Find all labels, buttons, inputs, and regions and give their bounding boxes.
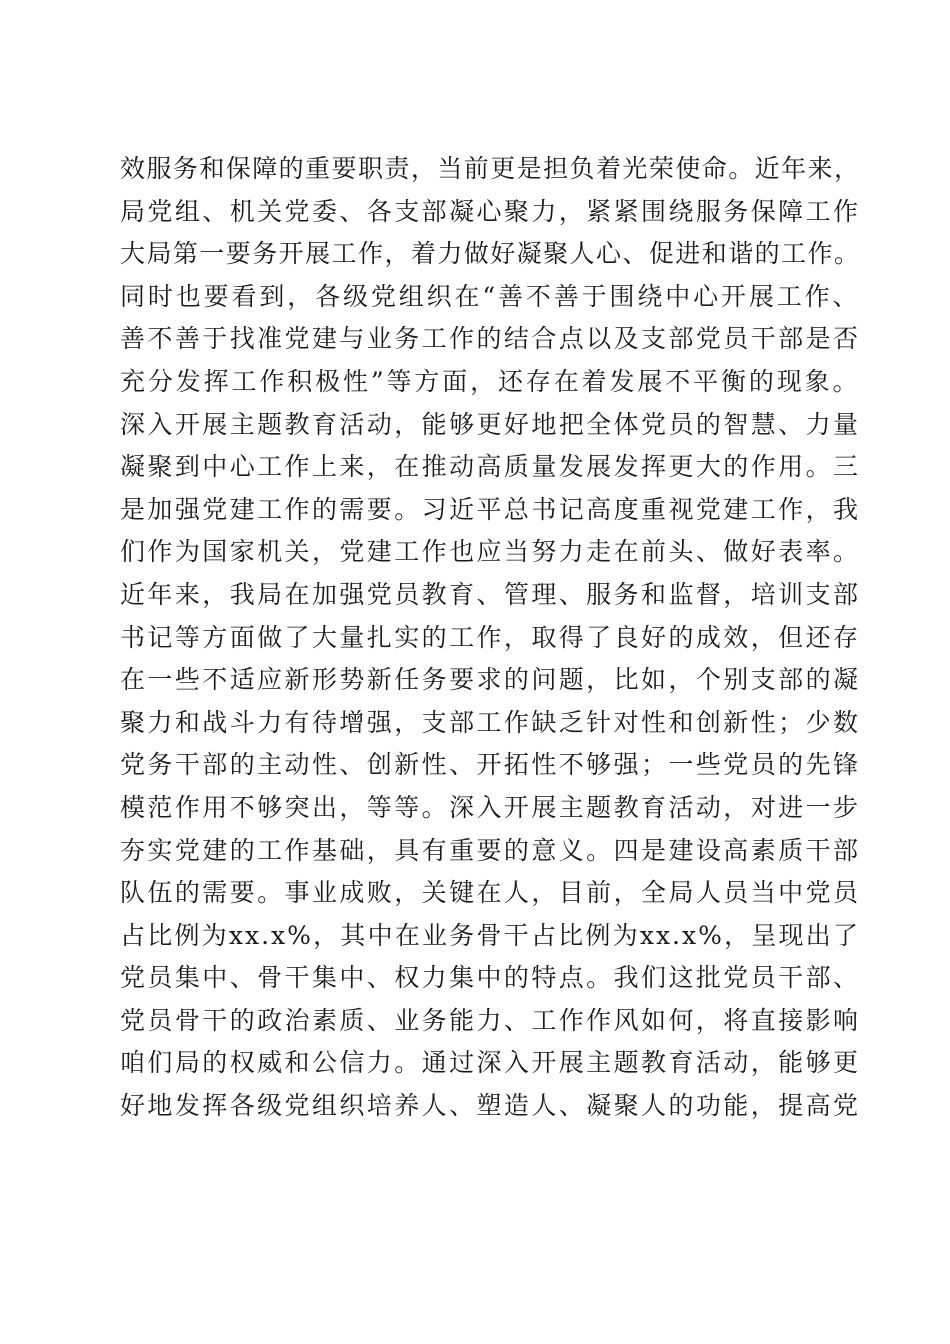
text-line: 在一些不适应新形势新任务要求的问题，比如，个别支部的凝 [120,665,860,695]
text-line: 书记等方面做了大量扎实的工作，取得了良好的成效，但还存 [120,622,860,652]
text-line: 是加强党建工作的需要。习近平总书记高度重视党建工作，我 [120,494,860,524]
text-line: 占比例为xx.x%，其中在业务骨干占比例为xx.x%，呈现出了 [120,920,860,950]
text-line: 深入开展主题教育活动，能够更好地把全体党员的智慧、力量 [120,409,860,439]
text-line: 充分发挥工作积极性”等方面，还存在着发展不平衡的现象。 [120,366,860,396]
text-line: 队伍的需要。事业成败，关键在人，目前，全局人员当中党员 [120,878,860,908]
text-line: 党员骨干的政治素质、业务能力、工作作风如何，将直接影响 [120,1005,860,1035]
text-line: 们作为国家机关，党建工作也应当努力走在前头、做好表率。 [120,537,860,567]
body-paragraph [120,148,860,1128]
text-line: 同时也要看到，各级党组织在“善不善于围绕中心开展工作、 [120,281,860,311]
text-line: 夯实党建的工作基础，具有重要的意义。四是建设高素质干部 [120,835,860,865]
text-line: 党务干部的主动性、创新性、开拓性不够强；一些党员的先锋 [120,750,860,780]
text-line: 善不善于找准党建与业务工作的结合点以及支部党员干部是否 [120,324,860,354]
text-line: 党员集中、骨干集中、权力集中的特点。我们这批党员干部、 [120,963,860,993]
text-line: 模范作用不够突出，等等。深入开展主题教育活动，对进一步 [120,792,860,822]
text-line: 效服务和保障的重要职责，当前更是担负着光荣使命。近年来， [120,154,860,183]
text-line: 凝聚到中心工作上来，在推动高质量发展发挥更大的作用。三 [120,452,860,482]
text-line: 大局第一要务开展工作，着力做好凝聚人心、促进和谐的工作。 [120,239,860,269]
text-line: 好地发挥各级党组织培养人、塑造人、凝聚人的功能，提高党 [120,1091,860,1121]
text-line: 局党组、机关党委、各支部凝心聚力，紧紧围绕服务保障工作 [120,196,860,226]
text-line: 聚力和战斗力有待增强，支部工作缺乏针对性和创新性；少数 [120,707,860,737]
text-line: 近年来，我局在加强党员教育、管理、服务和监督，培训支部 [120,579,860,609]
text-line: 咱们局的权威和公信力。通过深入开展主题教育活动，能够更 [120,1048,860,1078]
